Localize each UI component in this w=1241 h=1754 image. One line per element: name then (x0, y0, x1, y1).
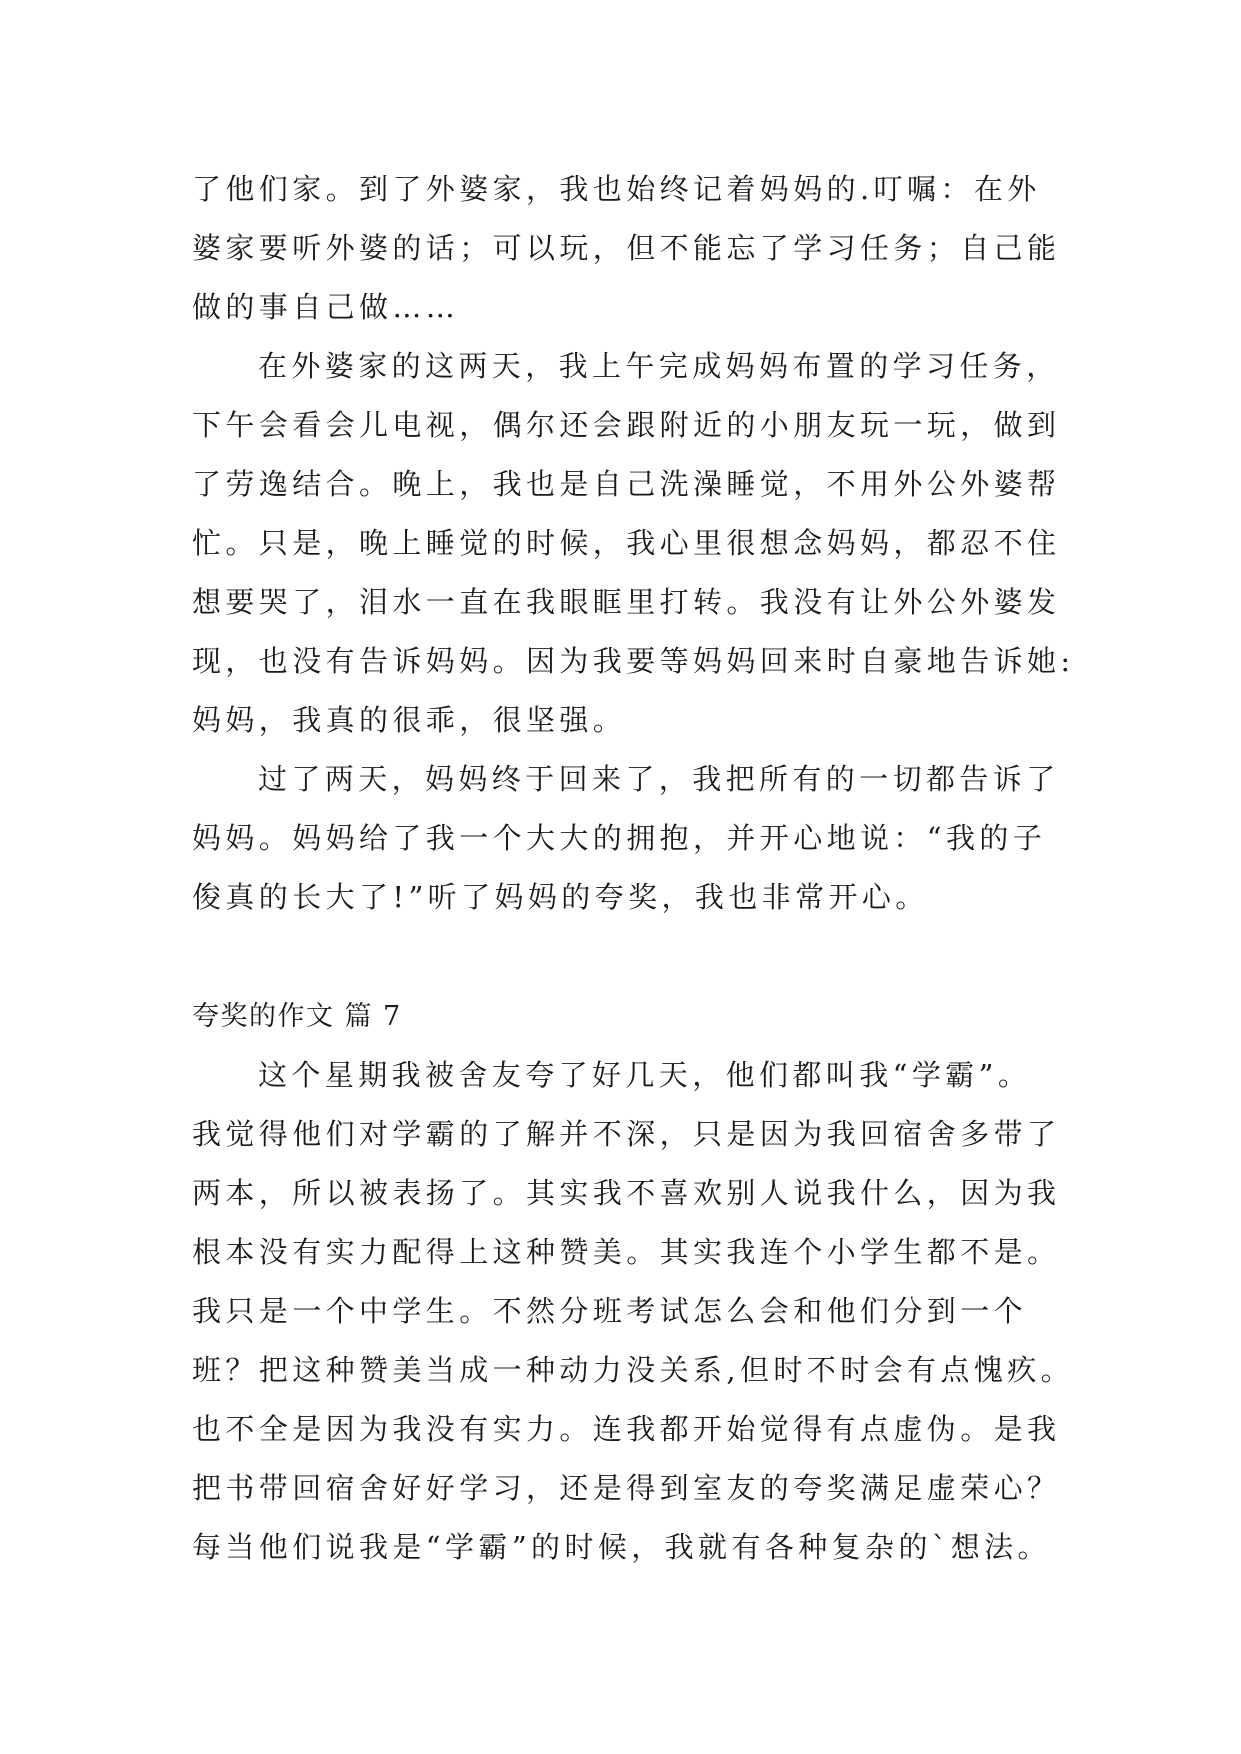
paragraph-first-line: 这个星期我被舍友夸了好几天，他们都叫我“学霸”。 (258, 1058, 1032, 1092)
text-line: 了他们家。到了外婆家，我也始终记着妈妈的.叮嘱：在外 (192, 172, 1041, 206)
document-body (192, 160, 1075, 1577)
text-line: 我只是一个中学生。不然分班考试怎么会和他们分到一个 (192, 1294, 1028, 1328)
section-heading: 夸奖的作文 篇 7 (192, 1001, 402, 1032)
text-line: 妈妈，我真的很乖，很坚强。 (192, 703, 627, 737)
paragraph-first-line: 在外婆家的这两天，我上午完成妈妈布置的学习任务， (258, 349, 1060, 383)
text-line: 现，也没有告诉妈妈。因为我要等妈妈回来时自豪地告诉她: (192, 644, 1075, 678)
text-line: 下午会看会儿电视，偶尔还会跟附近的小朋友玩一玩，做到 (192, 408, 1061, 442)
text-line: 忙。只是，晚上睡觉的时候，我心里很想念妈妈，都忍不住 (192, 526, 1061, 560)
text-line: 我觉得他们对学霸的了解并不深，只是因为我回宿舍多带了 (192, 1117, 1061, 1151)
text-line: 妈妈。妈妈给了我一个大大的拥抱，并开心地说：“我的子 (192, 821, 1047, 855)
text-line: 婆家要听外婆的话；可以玩，但不能忘了学习任务；自己能 (192, 231, 1061, 265)
text-line: 把书带回宿舍好好学习，还是得到室友的夸奖满足虚荣心？ (192, 1471, 1061, 1505)
text-line: 做的事自己做…… (192, 290, 460, 324)
text-line: 两本，所以被表扬了。其实我不喜欢别人说我什么，因为我 (192, 1176, 1061, 1210)
text-line: 也不全是因为我没有实力。连我都开始觉得有点虚伪。是我 (192, 1412, 1061, 1446)
paragraph-first-line: 过了两天，妈妈终于回来了，我把所有的一切都告诉了 (258, 762, 1060, 796)
text-line: 班？把这种赞美当成一种动力没关系,但时不时会有点愧疚。 (192, 1353, 1075, 1387)
text-line: 俊真的长大了!”听了妈妈的夸奖，我也非常开心。 (192, 880, 929, 914)
section-gap (192, 927, 1052, 987)
text-line: 每当他们说我是“学霸”的时候，我就有各种复杂的`想法。 (192, 1530, 1051, 1564)
text-line: 想要哭了，泪水一直在我眼眶里打转。我没有让外公外婆发 (192, 585, 1061, 619)
text-line: 根本没有实力配得上这种赞美。其实我连个小学生都不是。 (192, 1235, 1061, 1269)
text-line: 了劳逸结合。晚上，我也是自己洗澡睡觉，不用外公外婆帮 (192, 467, 1061, 501)
